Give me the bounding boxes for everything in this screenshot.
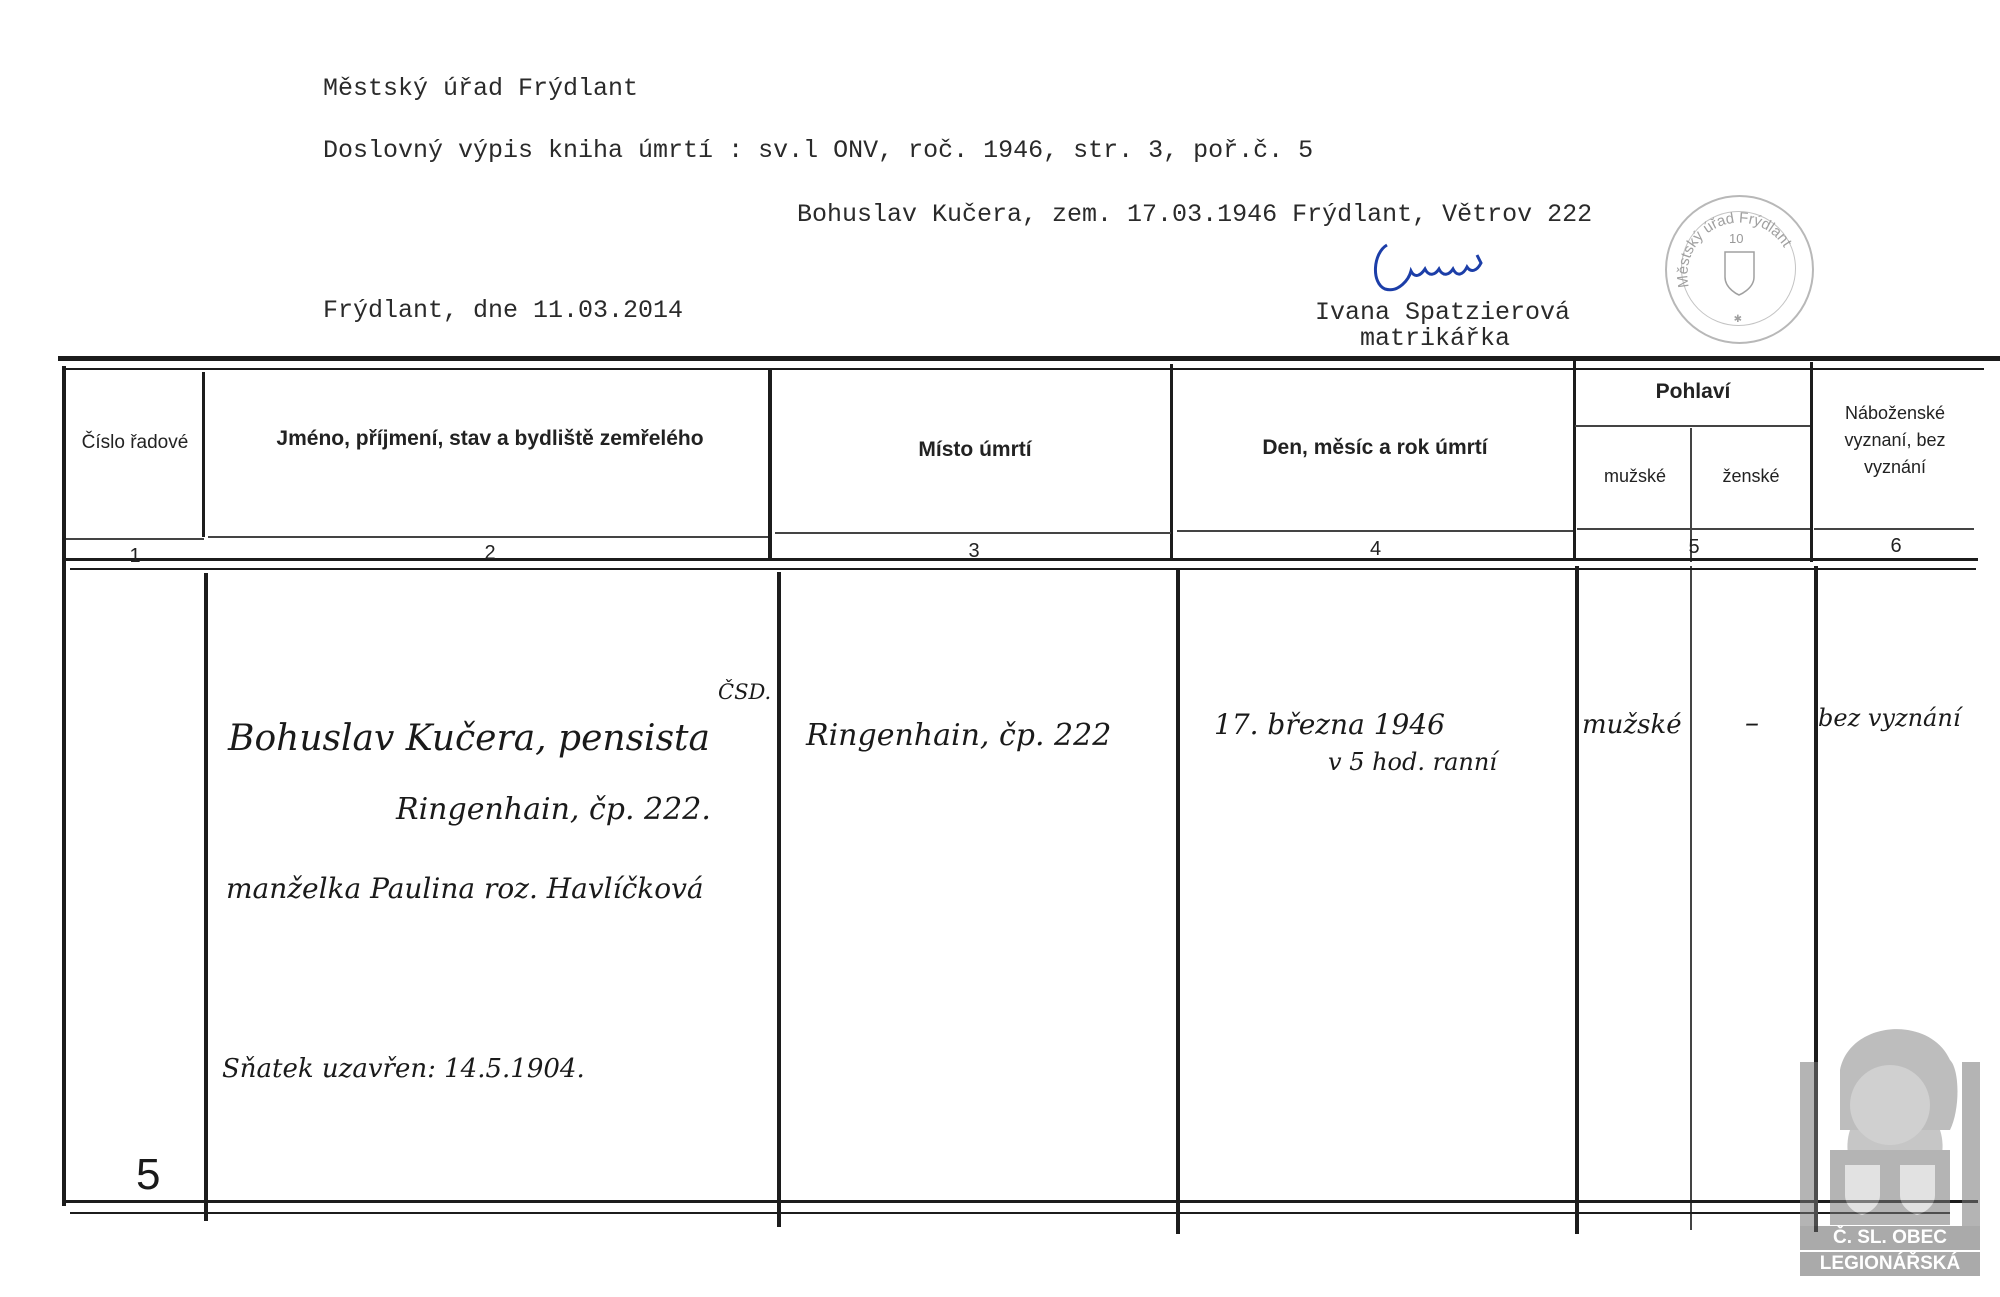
column-number: 5 (1688, 536, 1700, 558)
svg-text:✱: ✱ (1734, 311, 1742, 326)
header-female: ženské (1722, 466, 1780, 486)
office-stamp (1665, 195, 1814, 344)
header-name: Jméno, příjmení, stav a bydliště zemřelého (276, 427, 704, 450)
header-religion: Náboženské vyznaní, bez vyznání (1844, 403, 1946, 477)
entry-sex-female: – (1745, 706, 1759, 739)
place-date: Frýdlant, dne 11.03.2014 (323, 296, 684, 325)
header-date: Den, měsíc a rok úmrtí (1262, 436, 1488, 459)
signer-name: Ivana Spatzierová (1315, 298, 1571, 327)
office-name: Městský úřad Frýdlant (323, 74, 639, 103)
logo-line1: Č. SL. OBEC (1800, 1226, 1980, 1250)
entry-religion: bez vyznání (1818, 704, 1961, 732)
entry-date: 17. března 1946 (1214, 708, 1445, 741)
column-number: 3 (968, 540, 980, 562)
entry-csd: ČSD. (718, 680, 772, 704)
entry-sex-male: mužské (1582, 710, 1682, 740)
legion-logo (1800, 1000, 1980, 1277)
signature-mark (1365, 235, 1505, 305)
signer-role: matrikářka (1360, 324, 1511, 353)
extract-reference: Doslovný výpis kniha úmrtí : sv.l ONV, roč. 1946, str. 3, poř.č. 5 (323, 136, 1314, 165)
header-number: Číslo řadové (81, 432, 189, 453)
entry-name: Bohuslav Kučera, pensista (228, 718, 710, 759)
stamp-number: 10 (1729, 231, 1744, 246)
column-number: 4 (1369, 538, 1382, 560)
entry-place: Ringenhain, čp. 222 (806, 718, 1112, 753)
subject-line: Bohuslav Kučera, zem. 17.03.1946 Frýdlant, Větrov 222 (797, 200, 1593, 229)
header-male: mužské (1603, 466, 1666, 486)
column-number: 2 (484, 542, 496, 564)
header-place: Místo úmrtí (918, 438, 1032, 461)
entry-marriage: Sňatek uzavřen: 14.5.1904. (222, 1054, 585, 1084)
column-number: 1 (129, 545, 141, 567)
entry-spouse: manželka Paulina roz. Havlíčková (226, 872, 704, 905)
svg-text:Městský úřad Frýdlant: Městský úřad Frýdlant (1674, 209, 1796, 289)
header-sex: Pohlaví (1655, 380, 1731, 403)
logo-line2: LEGIONÁŘSKÁ (1800, 1252, 1980, 1276)
entry-residence: Ringenhain, čp. 222. (396, 792, 711, 827)
entry-time: v 5 hod. ranní (1328, 748, 1497, 776)
entry-number: 5 (136, 1150, 161, 1199)
column-number: 6 (1890, 535, 1902, 557)
